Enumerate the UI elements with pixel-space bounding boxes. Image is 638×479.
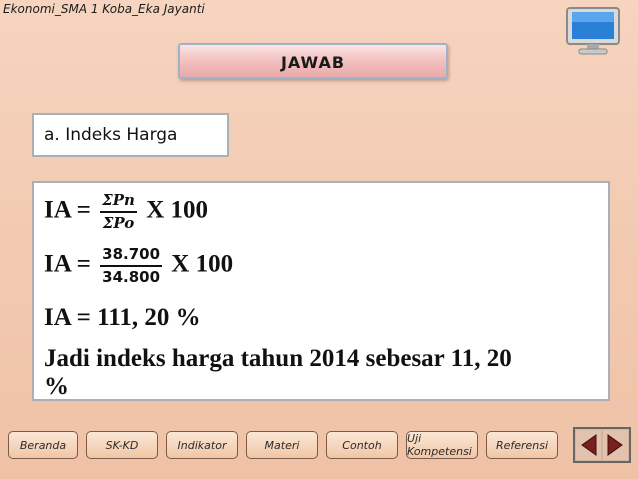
substitution-lhs: IA = bbox=[44, 250, 91, 278]
formula-line bbox=[44, 191, 208, 233]
formula-times: X 100 bbox=[146, 196, 209, 224]
next-arrow-icon[interactable] bbox=[603, 430, 628, 460]
title-box bbox=[178, 43, 448, 79]
formula-fraction bbox=[100, 191, 137, 233]
prev-arrow-icon[interactable] bbox=[576, 430, 601, 460]
nav-materi-button[interactable]: Materi bbox=[246, 431, 318, 459]
monitor-icon[interactable] bbox=[565, 6, 621, 56]
bottom-nav bbox=[8, 431, 568, 461]
formula-numerator: ΣPn bbox=[100, 191, 137, 213]
nav-beranda-button[interactable]: Beranda bbox=[8, 431, 78, 459]
school-label: Ekonomi_SMA 1 Koba_Eka Jayanti bbox=[3, 2, 205, 16]
formula-lhs: IA = bbox=[44, 196, 91, 224]
nav-indikator-button[interactable]: Indikator bbox=[166, 431, 238, 459]
substitution-numerator: 38.700 bbox=[100, 245, 162, 267]
pager-arrows bbox=[573, 427, 631, 463]
substitution-fraction bbox=[100, 245, 162, 287]
nav-uji-kompetensi-button[interactable]: Uji Kompetensi bbox=[406, 431, 478, 459]
nav-contoh-button[interactable]: Contoh bbox=[326, 431, 398, 459]
conclusion-line-2: % bbox=[44, 373, 69, 400]
result-line: IA = 111, 20 % bbox=[44, 304, 201, 331]
conclusion-line-1: Jadi indeks harga tahun 2014 sebesar 11, 20 bbox=[44, 345, 512, 372]
page-title: JAWAB bbox=[280, 53, 346, 72]
subtitle: a. Indeks Harga bbox=[44, 125, 178, 145]
formula-denominator: ΣPo bbox=[102, 214, 135, 232]
nav-sk-kd-button[interactable]: SK-KD bbox=[86, 431, 158, 459]
substitution-line bbox=[44, 245, 233, 287]
subtitle-box bbox=[32, 113, 229, 157]
answer-box bbox=[32, 181, 610, 401]
substitution-denominator: 34.800 bbox=[102, 268, 161, 286]
substitution-times: X 100 bbox=[171, 250, 234, 278]
nav-referensi-button[interactable]: Referensi bbox=[486, 431, 558, 459]
